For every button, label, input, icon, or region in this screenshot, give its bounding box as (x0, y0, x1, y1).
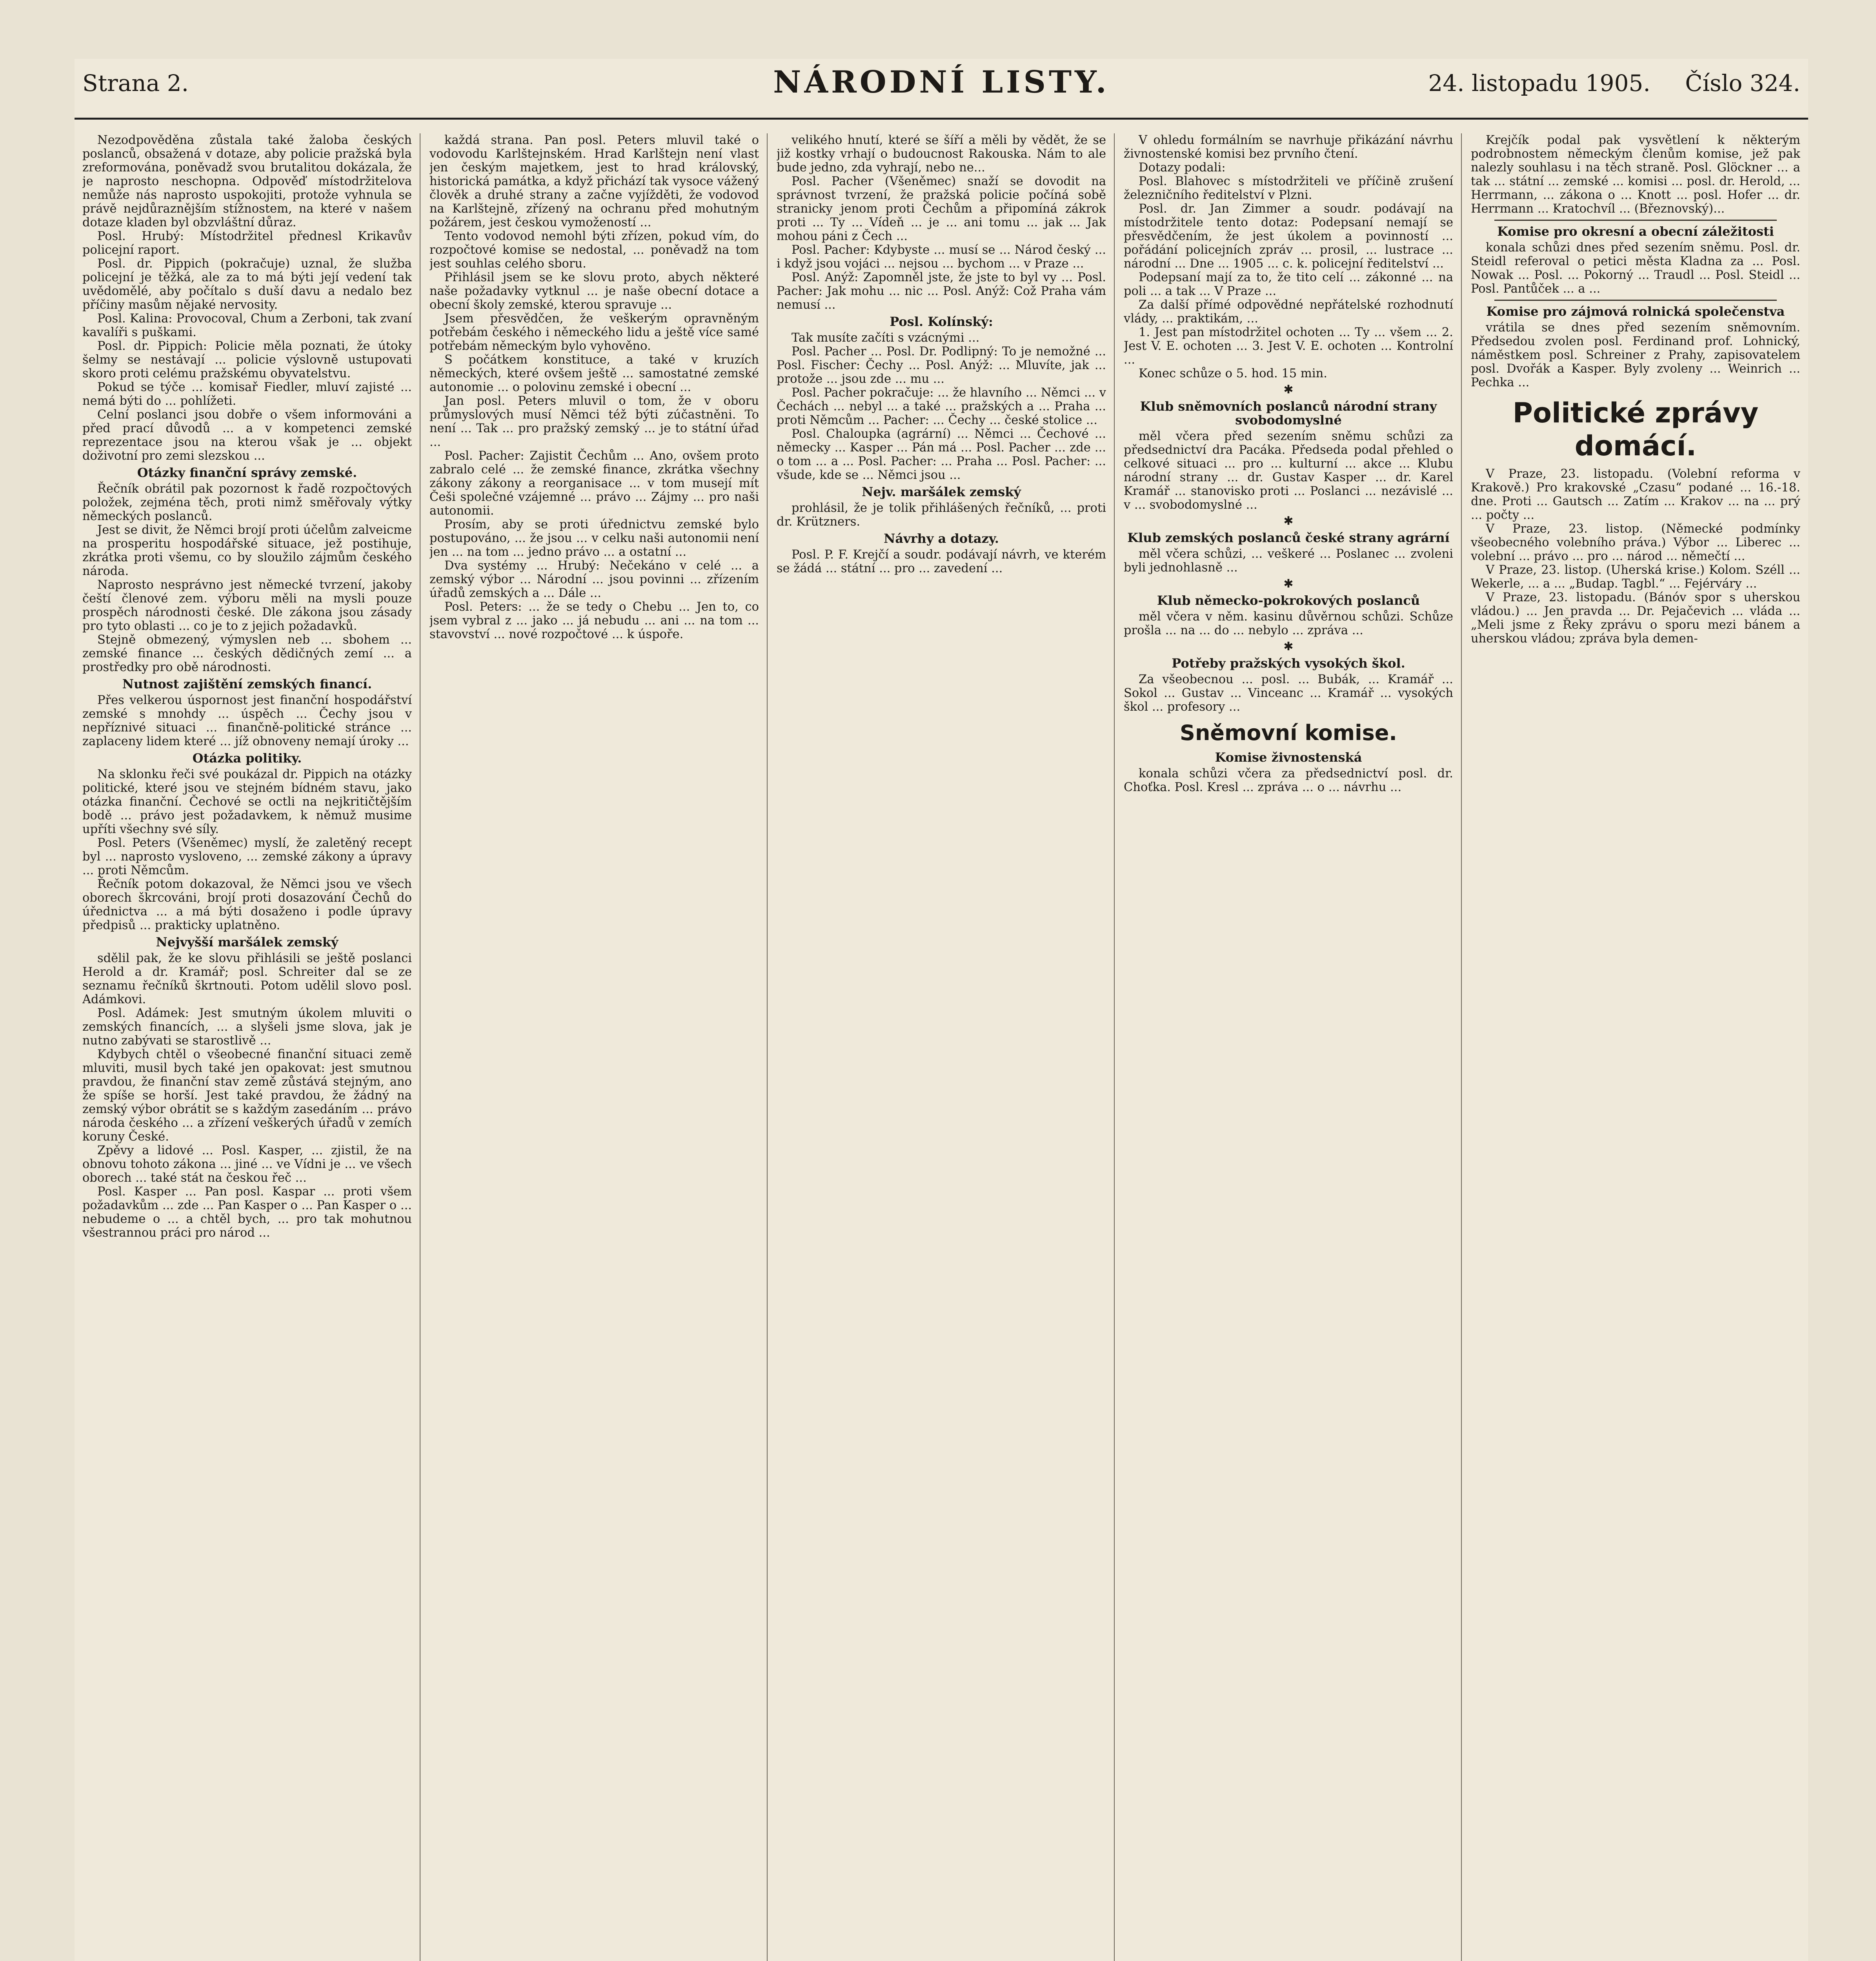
newspaper-page (75, 59, 1808, 1961)
section-heading: Komise pro okresní a obecní záležitosti (1497, 224, 1774, 239)
paragraph: Kdybych chtěl o všeobecné finanční situaci země mluviti, musil bych také jen opakovat: jest smutnou pravdou, že finanční stav země zůstává stejným, ano že spíše se horší. Jest také pravdou, že žádný na zemský výbor obrátit se s každým zasedáním ... právo národa českého ... a zřízení veškerých úřadů v zemích koruny České. (82, 1048, 412, 1144)
paragraph: konala schůzi včera za předsednictví posl. dr. Choťka. Posl. Kresl ... zpráva ... o ... návrhu ... (1124, 767, 1453, 794)
masthead-title: NÁRODNÍ LISTY. (773, 64, 1110, 100)
paragraph: Jest se divit, že Němci brojí proti účelům zalveicme na prosperitu hospodářské situace, jež postihuje, zkrátka proti všemu, co by sloužilo zájmům českého národa. (82, 523, 412, 578)
section-heading: Klub sněmovních poslanců národní strany svobodomyslné (1140, 399, 1437, 427)
paragraph: Řečník potom dokazoval, že Němci jsou ve všech oborech škrcováni, brojí proti dosazování Čechů do úřednictva ... a má býti dosaženo i podle úpravy předpisů ... prakticky uplatněno. (82, 877, 412, 932)
section-banner-heading: Sněmovní komise. (1180, 720, 1397, 745)
column-1 (82, 133, 412, 1961)
paragraph: Konec schůze o 5. hod. 15 min. (1139, 367, 1327, 380)
issue-number: Číslo 324. (1685, 70, 1800, 96)
paragraph: Posl. Kalina: Provocoval, Chum a Zerboni, tak zvaní kavalíři s puškami. (82, 312, 412, 339)
paragraph: Celní poslanci jsou dobře o všem informováni a před prací důvodů ... a v kompetenci zemské reprezentace jsou na kterou však je ... objekt doživotní pro zemi slezskou ... (82, 408, 412, 463)
paragraph: Posl. dr. Pippich: Policie měla poznati, že útoky šelmy se nestávají ... policie výslovně ustupovati skoro proti celému pražskému obyvatelstvu. (82, 339, 412, 380)
section-banner-heading: Politické zprávy domácí. (1512, 397, 1759, 462)
section-heading: Klub německo-pokrokových poslanců (1157, 593, 1420, 608)
paragraph: Posl. Anýž: Zapomněl jste, že jste to byl vy ... Posl. Pacher: Jak mohu ... nic ... Posl. Anýž: Což Praha vám nemusí ... (777, 271, 1106, 312)
issue-info (1401, 70, 1800, 96)
paragraph: Na sklonku řeči své poukázal dr. Pippich na otázky politické, které jsou ve stejném bídném stavu, jako otázka finanční. Čechové se octli na nejkritičtějším bodě ... právo jest požadavkem, k němuž musime upříti všechny své síly. (82, 768, 412, 836)
paragraph: V Praze, 23. listop. (Německé podmínky všeobecného volebního práva.) Výbor ... Liberec ... volební ... právo ... pro ... národ ... němečtí ... (1471, 522, 1800, 563)
paragraph: Dotazy podali: (1139, 161, 1226, 175)
paragraph: každá strana. Pan posl. Peters mluvil také o vodovodu Karlštejnském. Hrad Karlštejn není vlast jen českým majetkem, jest to hrad královský, historická památka, a když přichází tak vysoce vážený člověk a druhé strany a začne vyjížděti, že vodovod na Karlštejně, zřízený na ochranu před mohutným požárem, jest českou vymožeností ... (429, 133, 759, 229)
paragraph: Posl. Pacher pokračuje: ... že hlavního ... Němci ... v Čechách ... nebyl ... a také ... pražských a ... Praha ... proti Němcům ... Pacher: ... Čechy ... české stolice ... (777, 386, 1106, 427)
paragraph: Za všeobecnou ... posl. ... Bubák, ... Kramář ... Sokol ... Gustav ... Vinceanc ... Kramář ... vysokých škol ... profesory ... (1124, 673, 1453, 714)
paragraph: Zpěvy a lidové ... Posl. Kasper, ... zjistil, že na obnovu tohoto zákona ... jiné ... ve Vídni je ... ve všech oborech ... také stát na českou řeč ... (82, 1144, 412, 1185)
section-separator: ✱ (1283, 383, 1294, 397)
paragraph: Posl. Chaloupka (agrární) ... Němci ... Čechové ... německy ... Kasper ... Pán má ... Posl. Pacher ... zde ... o tom ... a ... Posl. Pacher: ... Praha ... Posl. Pacher: ... všude, kde se ... Němci jsou ... (777, 427, 1106, 482)
paragraph: Prosím, aby se proti úřednictvu zemské bylo postupováno, ... že jsou ... v celku naši autonomii není jen ... na tom ... jedno právo ... a ostatní ... (429, 518, 759, 559)
paragraph: Jan posl. Peters mluvil o tom, že v oboru průmyslových musí Němci též býti zúčastněni. To není ... Tak ... pro pražský zemský ... je to státní úřad ... (429, 394, 759, 449)
section-heading: Posl. Kolínský: (890, 314, 993, 329)
paragraph: V Praze, 23. listop. (Uherská krise.) Kolom. Széll ... Wekerle, ... a ... „Budap. Tagbl.“ ... Fejérváry ... (1471, 563, 1800, 591)
page-header (75, 59, 1808, 120)
paragraph: Posl. Peters (Všeněmec) myslí, že zaletěný recept byl ... naprosto vysloveno, ... zemské zákony a úpravy ... proti Němcům. (82, 836, 412, 877)
section-heading: Nutnost zajištění zemských financí. (122, 677, 372, 691)
paragraph: velikého hnutí, které se šíří a měli by vědět, že se již kostky vrhají o budoucnost Rakouska. Nám to ale bude jedno, zda vyhrají, nebo ne... (777, 133, 1106, 175)
paragraph: V ohledu formálním se navrhuje přikázání návrhu živnostenské komisi bez prvního čtení. (1124, 133, 1453, 161)
paragraph: Posl. Pacher: Zajistit Čechům ... Ano, ovšem proto zabralo celé ... že zemské finance, zkrátka všechny zákony zákony a reorganisace ... v tom musejí mít Češi společné vzájemné ... právo ... Zájmy ... pro naši autonomii. (429, 449, 759, 518)
section-heading: Nejvyšší maršálek zemský (156, 935, 338, 950)
column-4 (1124, 133, 1453, 1961)
paragraph: Posl. Pacher ... Posl. Dr. Podlipný: To je nemožné ... Posl. Fischer: Čechy ... Posl. Anýž: ... Mluvíte, jak ... protože ... jsou zde ... mu ... (777, 345, 1106, 386)
paragraph: Za další přímé odpovědné nepřátelské rozhodnutí vlády, ... praktikám, ... (1124, 298, 1453, 326)
paragraph: Přihlásil jsem se ke slovu proto, abych některé naše požadavky vytknul ... je naše obecní dotace a obecní školy zemské, kterou spravuje ... (429, 271, 759, 312)
section-heading: Komise živnostenská (1215, 750, 1362, 765)
paragraph: Stejně obmezený, výmyslen neb ... sbohem ... zemské finance ... českých dědičných zemí ... a prostředky pro obě národnosti. (82, 633, 412, 674)
paragraph: S počátkem konstituce, a také v kruzích německých, které ovšem ještě ... samostatné zemské autonomie ... o polovinu zemské i obecní ... (429, 353, 759, 394)
column-divider (767, 133, 768, 1961)
column-divider (1461, 133, 1462, 1961)
section-heading: Komise pro zájmová rolnická společenstva (1486, 304, 1785, 319)
divider-line (1494, 300, 1777, 301)
column-divider (1114, 133, 1115, 1961)
section-heading: Klub zemských poslanců české strany agrární (1127, 530, 1450, 545)
paragraph: vrátila se dnes před sezením sněmovním. Předsedou zvolen posl. Ferdinand prof. Lohnický, náměstkem posl. Schreiner z Prahy, zapisovatelem posl. Dvořák a Kasper. Byly zvoleny ... Weinrich ... Pechka ... (1471, 321, 1800, 389)
section-heading: Otázka politiky. (192, 751, 302, 766)
paragraph: 1. Jest pan místodržitel ochoten ... Ty ... všem ... 2. Jest V. E. ochoten ... 3. Jest V. E. ochoten ... Kontrolní ... (1124, 326, 1453, 367)
paragraph: konala schůzi dnes před sezením sněmu. Posl. dr. Steidl referoval o petici města Kladna za ... Posl. Nowak ... Posl. ... Pokorný ... Traudl ... Posl. Steidl ... Posl. Pantůček ... a ... (1471, 241, 1800, 296)
section-separator: ✱ (1283, 514, 1294, 528)
paragraph: Posl. Kasper ... Pan posl. Kaspar ... proti všem požadavkům ... zde ... Pan Kasper o ... Pan Kasper o ... nebudeme o ... a chtěl bych, ... pro tak mohutnou všestrannou práci pro národ ... (82, 1185, 412, 1240)
paragraph: Nezodpověděna zůstala také žaloba českých poslanců, obsažená v dotaze, aby policie pražská byla zreformována, poněvadž svou brutalitou dokázala, že je naprosto neschopna. Odpověď místodržitelova nemůže nás naprosto uspokojiti, protože vyhnula se právě nejdůraznějším stížnostem, na které v našem dotaze kladen byl obzvláštní důraz. (82, 133, 412, 229)
column-2 (429, 133, 759, 1961)
paragraph: měl včera schůzi, ... veškeré ... Poslanec ... zvoleni byli jednohlasně ... (1124, 547, 1453, 575)
paragraph: Řečník obrátil pak pozornost k řadě rozpočtových položek, zejména těch, proti nimž směřovaly výtky německých poslanců. (82, 482, 412, 523)
section-separator: ✱ (1283, 640, 1294, 653)
paragraph: Přes velkerou úspornost jest finanční hospodářství zemské s mnohdy ... úspěch ... Čechy jsou v nepříznivé situaci ... finančně-politické stránce ... zaplaceny lidem které ... jíž obnoveny nemají úroky ... (82, 693, 412, 748)
paragraph: měl včera před sezením sněmu schůzi za předsednictví dra Pacáka. Předseda podal přehled o celkové situaci ... pro ... kulturní ... akce ... Klubu národní strany ... dr. Gustav Kasper ... dr. Karel Kramář ... stanovisko proti ... Poslanci ... nezávislé ... v ... svobodomyslné ... (1124, 429, 1453, 512)
section-heading: Otázky finanční správy zemské. (137, 465, 357, 480)
paragraph: Podepsaní mají za to, že tito celí ... zákonné ... na poli ... a tak ... V Praze ... (1124, 271, 1453, 298)
paragraph: Pokud se týče ... komisař Fiedler, mluví zajisté ... nemá býti do ... pohlížeti. (82, 380, 412, 408)
paragraph: Naprosto nesprávno jest německé tvrzení, jakoby čeští členové zem. výboru měli na mysli pouze prospěch národnosti české. Dle zákona jsou zásady pro tyto oblasti ... co je to z jejich požadavků. (82, 578, 412, 633)
column-3 (777, 133, 1106, 1961)
paragraph: Tak musíte začíti s vzácnými ... (792, 331, 980, 345)
paragraph: Posl. P. F. Krejčí a soudr. podávají návrh, ve kterém se žádá ... státní ... pro ... zavedení ... (777, 548, 1106, 575)
paragraph: sdělil pak, že ke slovu přihlásili se ještě poslanci Herold a dr. Kramář; posl. Schreiter dal se ze seznamu řečníků škrtnouti. Potom udělil slovo posl. Adámkovi. (82, 951, 412, 1006)
paragraph: Posl. dr. Pippich (pokračuje) uznal, že služba policejní je těžká, ale za to má býti její vedení tak uvědomělé, aby počítalo s duší davu a nedalo bez příčiny masům nějaké nervosity. (82, 257, 412, 312)
section-separator: ✱ (1283, 577, 1294, 591)
paragraph: měl včera v něm. kasinu důvěrnou schůzi. Schůze prošla ... na ... do ... nebylo ... zpráva ... (1124, 610, 1453, 637)
section-heading: Potřeby pražských vysokých škol. (1172, 656, 1405, 671)
paragraph: Posl. Pacher (Všeněmec) snaží se dovodit na správnost tvrzení, že pražská policie počíná sobě stranicky jenom proti Čechům a připomíná zákrok proti ... Ty ... Vídeň ... je ... ani tomu ... jak ... Jak mohou páni z Čech ... (777, 175, 1106, 243)
paragraph: prohlásil, že je tolik přihlášených řečníků, ... proti dr. Krützners. (777, 501, 1106, 529)
paragraph: Tento vodovod nemohl býti zřízen, pokud vím, do rozpočtové komise se nedostal, ... poněvadž na tom jest souhlas celého sboru. (429, 229, 759, 271)
paragraph: Posl. Adámek: Jest smutným úkolem mluviti o zemských financích, ... a slyšeli jsme slova, jak je nutno zabývati se starostlivě ... (82, 1006, 412, 1048)
page-number: Strana 2. (82, 70, 189, 96)
paragraph: Posl. Peters: ... že se tedy o Chebu ... Jen to, co jsem vybral z ... jako ... já nebudu ... ani ... na tom ... stavovství ... nové rozpočtové ... k úspoře. (429, 600, 759, 641)
paragraph: Posl. Hrubý: Místodržitel přednesl Krikavův policejní raport. (82, 229, 412, 257)
divider-line (1494, 220, 1777, 221)
section-heading: Nejv. maršálek zemský (861, 484, 1021, 499)
paragraph: Jsem přesvědčen, že veškerým opravněným potřebám českého i německého lidu a ještě více samé potřebám německým bylo vyhověno. (429, 312, 759, 353)
paragraph: Krejčík podal pak vysvětlení k některým podrobnostem německým členům komise, jež pak nalezly souhlasu i na těch straně. Posl. Glöckner ... a tak ... státní ... zemské ... komisi ... posl. dr. Herold, ... Herrmann, ... zákona o ... Knott ... posl. Hofer ... dr. Herrmann ... Kratochvíl ... (Březnovský)... (1471, 133, 1800, 216)
paragraph: Posl. Blahovec s místodržiteli ve příčině zrušení železničního ředitelství v Plzni. (1124, 175, 1453, 202)
paragraph: Dva systémy ... Hrubý: Nečekáno v celé ... a zemský výbor ... Národní ... jsou povinni ... zřízením úřadů zemských a ... Dále ... (429, 559, 759, 600)
section-heading: Návrhy a dotazy. (884, 531, 999, 546)
paragraph: Posl. Pacher: Kdybyste ... musí se ... Národ český ... i když jsou vojáci ... nejsou ... bychom ... v Praze ... (777, 243, 1106, 271)
paragraph: V Praze, 23. listopadu. (Volební reforma v Krakově.) Pro krakovské „Czasu“ podané ... 16.-18. dne. Proti ... Gautsch ... Zatím ... Krakov ... na ... prý ... počty ... (1471, 467, 1800, 522)
column-5 (1471, 133, 1800, 1961)
paragraph: V Praze, 23. listopadu. (Bánóv spor s uherskou vládou.) ... Jen pravda ... Dr. Pejačevich ... vláda ... „Meli jsme z Řeky zprávu o sporu mezi bánem a uherskou vládou; zpráva byla demen- (1471, 591, 1800, 646)
issue-date: 24. listopadu 1905. (1428, 70, 1650, 96)
paragraph: Posl. dr. Jan Zimmer a soudr. podávají na místodržitele tento dotaz: Podepsaní nemají se přesvědčením, že jest úkolem a povinností ... pořádání policejních zpráv ... prosil, ... lustrace ... národní ... Dne ... 1905 ... c. k. policejní ředitelství ... (1124, 202, 1453, 271)
